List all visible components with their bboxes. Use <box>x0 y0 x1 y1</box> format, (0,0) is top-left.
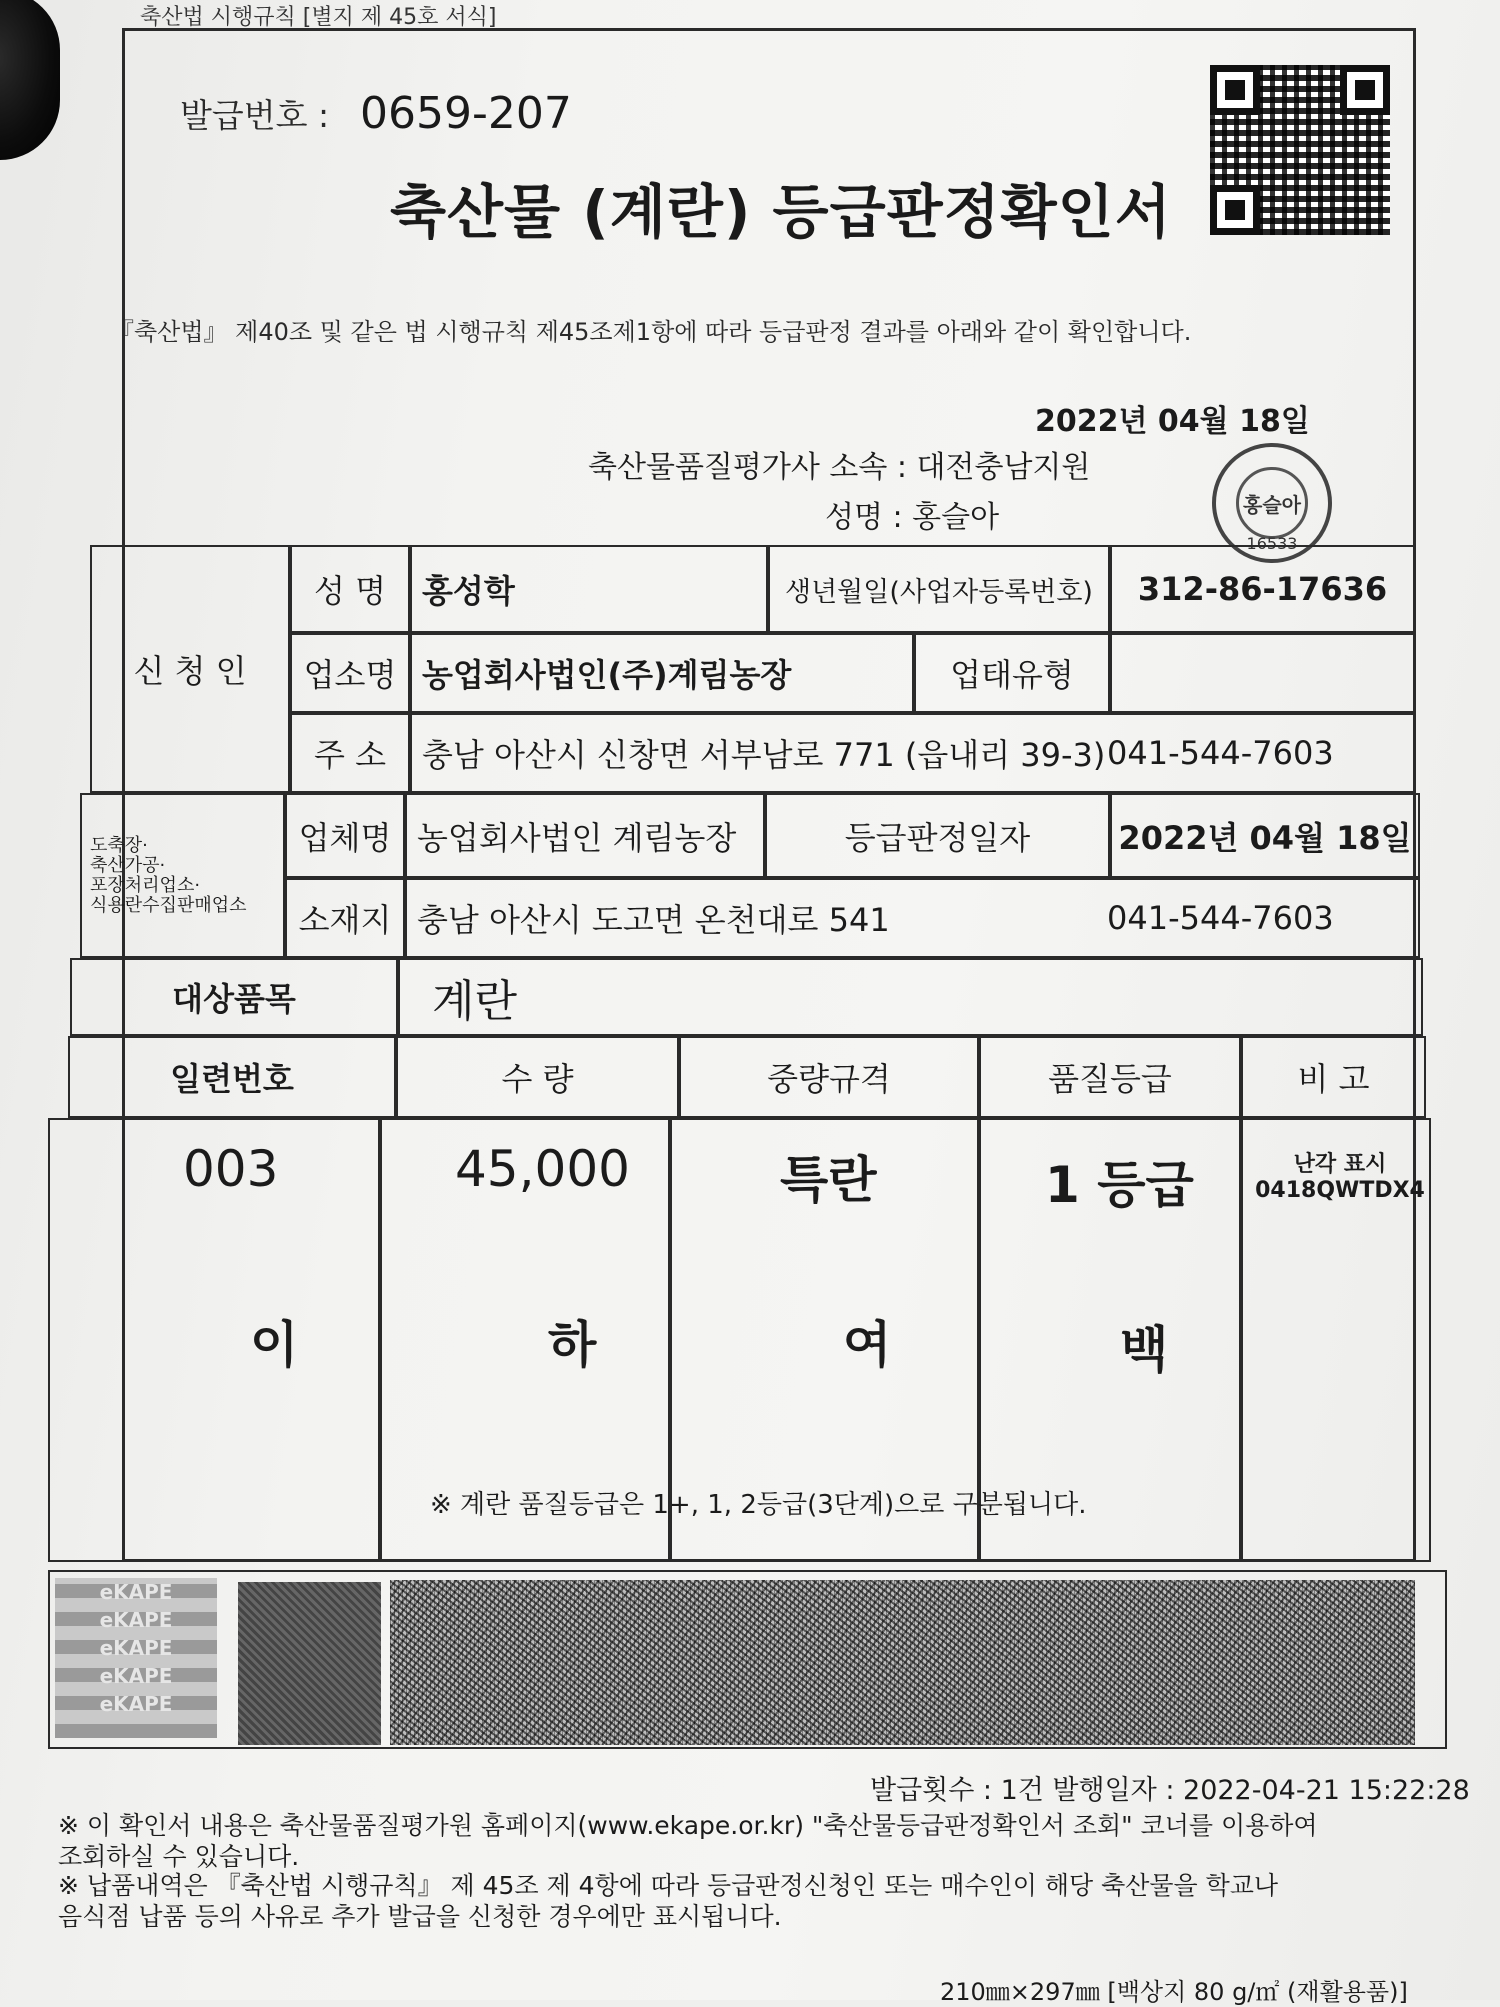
applicant-name: 홍성학 <box>410 545 768 633</box>
evaluator-name: 성명 : 홍슬아 <box>825 500 1000 535</box>
processor-section-label: 도축장· 축산가공· 포장처리업소· 식용란수집판매업소 <box>80 793 285 958</box>
processor-location-row <box>405 878 1420 958</box>
applicant-phone: 041-544-7603 <box>1107 734 1334 772</box>
applicant-biztype-label: 업태유형 <box>914 633 1110 713</box>
applicant-birth-label: 생년월일(사업자등록번호) <box>768 545 1110 633</box>
processor-grade-date-label: 등급판정일자 <box>765 793 1110 878</box>
processor-location: 충남 아산시 도고면 온천대로 541 <box>417 901 890 939</box>
filler-1: 이 <box>250 1316 299 1374</box>
certify-date: 2022년 04월 18일 <box>1035 404 1310 439</box>
processor-phone: 041-544-7603 <box>1107 899 1334 937</box>
issue-number: 0659-207 <box>360 88 572 139</box>
applicant-address: 충남 아산시 신창면 서부남로 771 (읍내리 39-3) <box>422 736 1106 774</box>
applicant-company: 농업회사법인(주)계림농장 <box>410 633 914 713</box>
row-serial: 003 <box>183 1140 279 1198</box>
security-code-dark <box>238 1582 381 1745</box>
row-quantity: 45,000 <box>455 1140 630 1198</box>
intro-text: 『축산법』 제40조 및 같은 법 시행규칙 제45조제1항에 따라 등급판정 결과를 아래와 같이 확인합니다. <box>110 318 1192 346</box>
footnote-1: ※ 이 확인서 내용은 축산물품질평가원 홈페이지(www.ekape.or.kr) "축산물등급판정확인서 조회" 코너를 이용하여 조회하실 수 있습니다. <box>58 1811 1318 1871</box>
processor-company: 농업회사법인 계림농장 <box>405 793 765 878</box>
applicant-name-label: 성 명 <box>290 545 410 633</box>
filler-2: 하 <box>548 1316 597 1374</box>
document-title: 축산물 (계란) 등급판정확인서 <box>390 178 1172 246</box>
processor-location-label: 소재지 <box>285 878 405 958</box>
form-header: 축산법 시행규칙 [별지 제 45호 서식] <box>140 5 497 30</box>
seal-number: 16533 <box>1246 534 1298 553</box>
grade-note: ※ 계란 품질등급은 1+, 1, 2등급(3단계)으로 구분됩니다. <box>430 1490 1087 1520</box>
footnote-2: ※ 납품내역은 『축산법 시행규칙』 제 45조 제 4항에 따라 등급판정신청인 또는 매수인이 해당 축산물을 학교나 음식점 납품 등의 사유로 추가 발급을 신청한 경우에만 표시됩니다. <box>58 1871 1279 1931</box>
applicant-address-row <box>410 713 1415 793</box>
evaluator-affiliation: 축산물품질평가사 소속 : 대전충남지원 <box>588 450 1091 485</box>
row-remark <box>1252 1152 1428 1204</box>
processor-grade-date: 2022년 04월 18일 <box>1110 793 1420 878</box>
hologram: eKAPE eKAPE eKAPE eKAPE eKAPE <box>55 1578 217 1738</box>
processor-company-label: 업체명 <box>285 793 405 878</box>
row-remark-line2: 0418QWTDX4 <box>1255 1178 1425 1203</box>
row-weight: 특란 <box>780 1151 877 1209</box>
filler-4: 백 <box>1120 1321 1169 1379</box>
target-label: 대상품목 <box>70 958 398 1036</box>
col-header-remark: 비 고 <box>1241 1036 1426 1118</box>
applicant-biz-no: 312-86-17636 <box>1110 545 1415 633</box>
applicant-company-label: 업소명 <box>290 633 410 713</box>
applicant-address-label: 주 소 <box>290 713 410 793</box>
col-header-grade: 품질등급 <box>979 1036 1241 1118</box>
row-remark-line1: 난각 표시 <box>1293 1152 1387 1177</box>
col-header-quantity: 수 량 <box>396 1036 679 1118</box>
applicant-section-label: 신 청 인 <box>90 545 290 793</box>
issue-info: 발급횟수 : 1건 발행일자 : 2022-04-21 15:22:28 <box>870 1775 1470 1806</box>
paper-size: 210㎜×297㎜ [백상지 80 g/㎡ (재활용품)] <box>940 1978 1408 2006</box>
issue-number-label: 발급번호 : <box>180 96 330 135</box>
col-header-weight: 중량규격 <box>679 1036 979 1118</box>
row-grade: 1 등급 <box>1045 1156 1194 1214</box>
security-pattern <box>390 1580 1415 1745</box>
col-header-serial: 일련번호 <box>68 1036 396 1118</box>
filler-3: 여 <box>843 1316 892 1374</box>
target-item: 계란 <box>398 958 1423 1036</box>
seal-center: 홍슬아 <box>1236 467 1308 539</box>
qr-code <box>1210 65 1390 235</box>
applicant-biztype <box>1110 633 1415 713</box>
